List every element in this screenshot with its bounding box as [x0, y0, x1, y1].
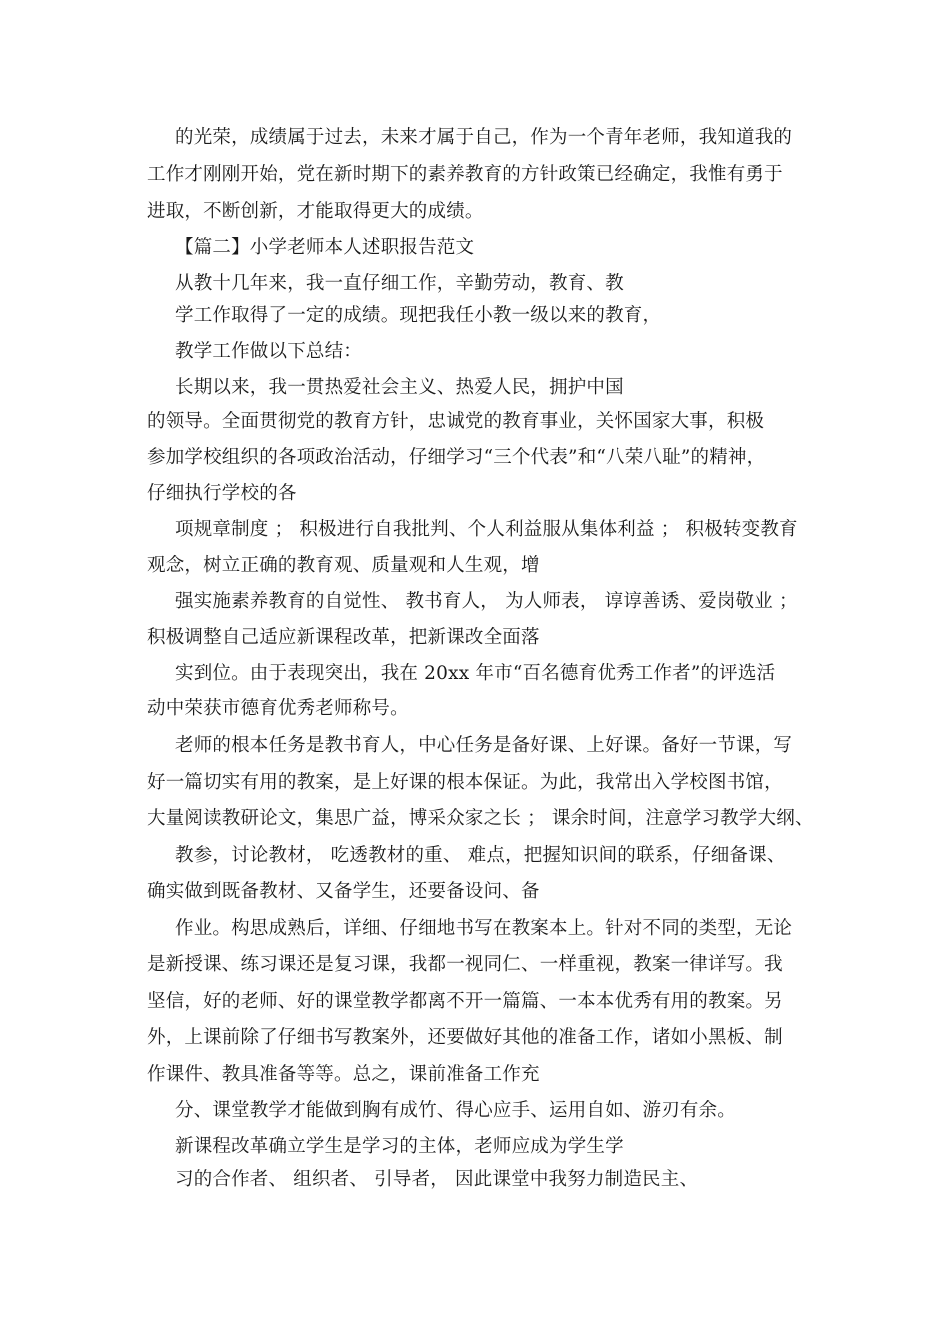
text-line: 教参，讨论教材， 吃透教材的重、 难点，把握知识间的联系，仔细备课、 — [175, 845, 786, 866]
text-line: 项规章制度 ； 积极进行自我批判、个人利益服从集体利益 ； 积极转变教育 — [175, 519, 798, 540]
text-line: 习的合作者、 组织者、 引导者， 因此课堂中我努力制造民主、 — [175, 1169, 699, 1190]
text-line: 参加学校组织的各项政治活动，仔细学习“三个代表”和“八荣八耻”的精神， — [147, 447, 766, 468]
text-line: 确实做到既备教材、又备学生，还要备设问、备 — [147, 881, 540, 902]
text-line: 老师的根本任务是教书育人，中心任务是备好课、上好课。备好一节课，写 — [175, 735, 793, 756]
text-line: 分、课堂教学才能做到胸有成竹、得心应手、运用自如、游刃有余。 — [175, 1100, 737, 1121]
text-line: 好一篇切实有用的教案，是上好课的根本保证。为此，我常出入学校图书馆， — [147, 772, 783, 793]
text-line: 观念，树立正确的教育观、质量观和人生观，增 — [147, 555, 540, 576]
text-line: 坚信，好的老师、好的课堂教学都离不开一篇篇、一本本优秀有用的教案。另 — [147, 991, 783, 1012]
text-line: 教学工作做以下总结： — [175, 341, 363, 362]
text-line: 从教十几年来，我一直仔细工作，辛勤劳动，教育、教 — [175, 273, 624, 294]
text-line: 学工作取得了一定的成绩。现把我任小教一级以来的教育， — [175, 305, 662, 326]
text-line: 进取，不断创新，才能取得更大的成绩。 — [147, 201, 484, 222]
text-line: 大量阅读教研论文，集思广益，博采众家之长 ； 课余时间，注意学习教学大纲、 — [147, 808, 814, 829]
text-line: 作课件、教具准备等等。总之，课前准备工作充 — [147, 1064, 540, 1085]
text-line: 积极调整自己适应新课程改革，把新课改全面落 — [147, 627, 540, 648]
text-line: 的光荣，成绩属于过去，未来才属于自己，作为一个青年老师，我知道我的 — [175, 127, 793, 148]
text-line: 是新授课、练习课还是复习课，我都一视同仁、一样重视，教案一律详写。我 — [147, 954, 783, 975]
text-line: 外，上课前除了仔细书写教案外，还要做好其他的准备工作，诸如小黑板、制 — [147, 1027, 783, 1048]
text-line: 的领导。全面贯彻党的教育方针，忠诚党的教育事业，关怀国家大事，积极 — [147, 411, 765, 432]
text-line: 动中荣获市德育优秀老师称号。 — [147, 698, 409, 719]
text-line: 工作才刚刚开始，党在新时期下的素养教育的方针政策已经确定，我惟有勇于 — [147, 164, 783, 185]
text-line: 长期以来，我一贯热爱社会主义、热爱人民，拥护中国 — [175, 377, 624, 398]
text-line: 实到位。由于表现突出，我在 20xx 年市“百名德育优秀工作者”的评选活 — [175, 663, 776, 684]
text-line: 作业。构思成熟后，详细、仔细地书写在教案本上。针对不同的类型，无论 — [175, 918, 793, 939]
text-line: 强实施素养教育的自觉性、 教书育人， 为人师表， 谆谆善诱、爱岗敬业 ； — [175, 591, 798, 612]
text-line: 仔细执行学校的各 — [147, 483, 297, 504]
section-heading: 【篇二】小学老师本人述职报告范文 — [175, 237, 475, 258]
text-line: 新课程改革确立学生是学习的主体，老师应成为学生学 — [175, 1136, 624, 1157]
